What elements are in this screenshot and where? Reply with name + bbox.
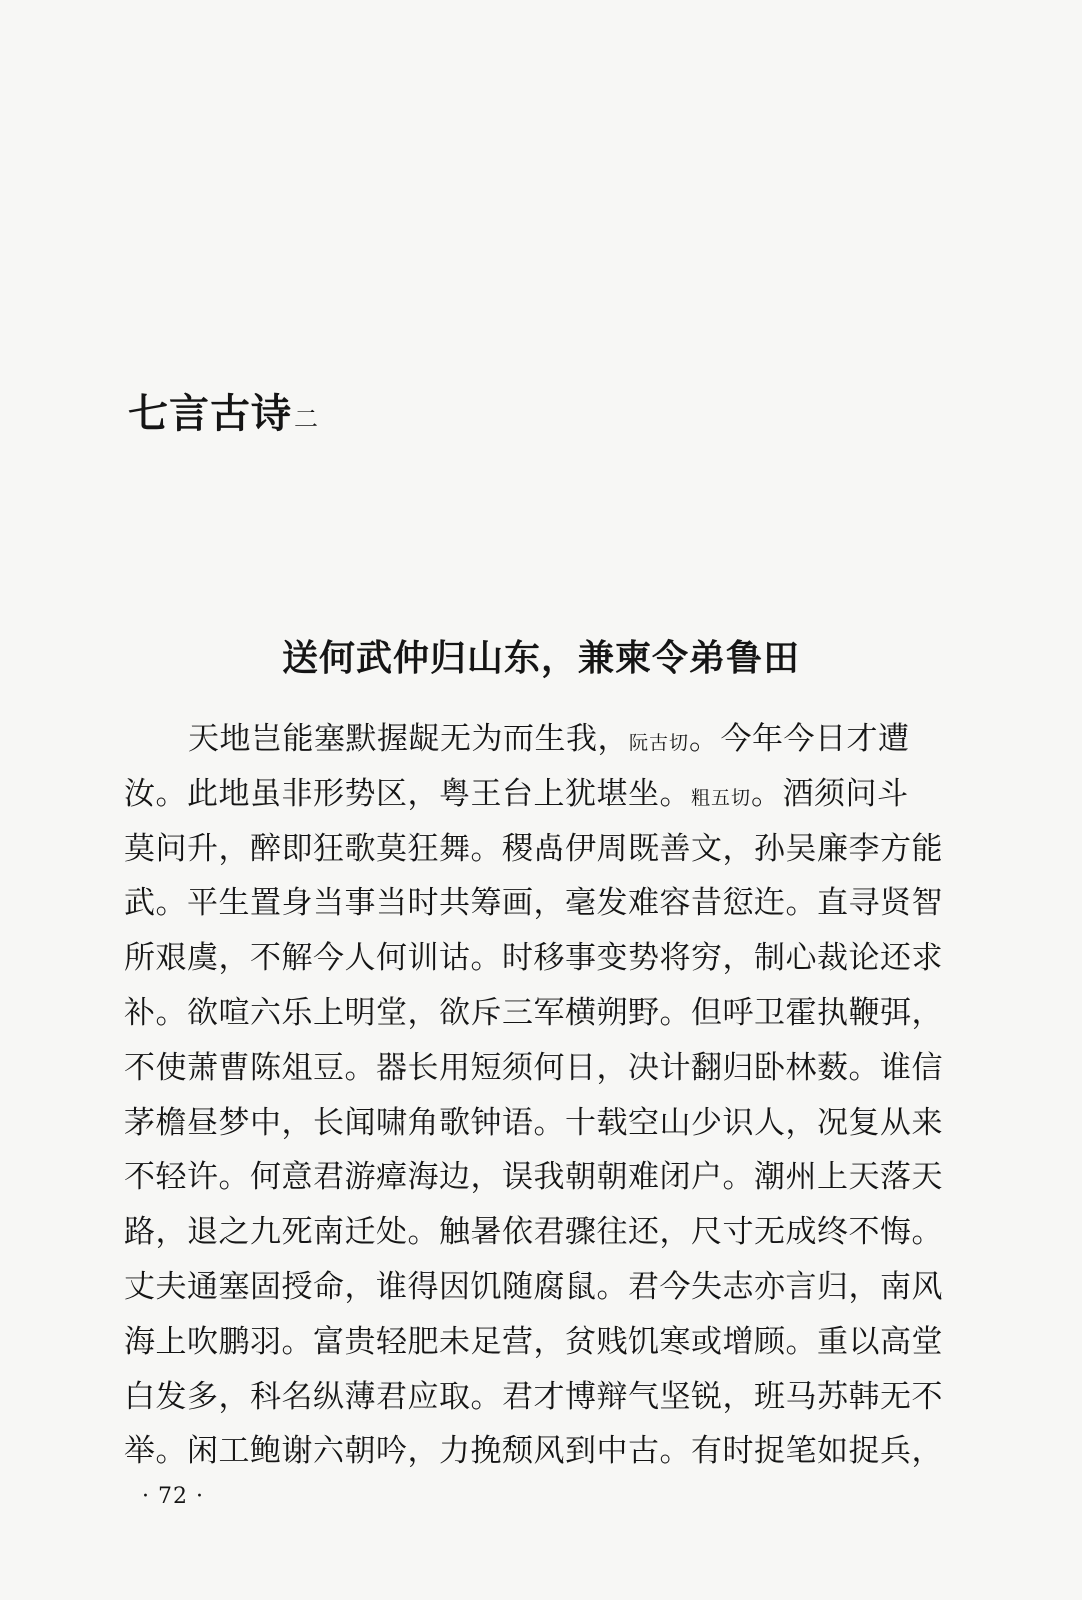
poem-text: 丈夫通塞固授命，谁得因饥随腐鼠。君今失志亦言归，南风 <box>124 1268 943 1305</box>
poem-body <box>124 712 954 1479</box>
poem-line <box>124 1370 954 1425</box>
poem-line <box>124 876 954 931</box>
poem-line <box>124 1041 954 1096</box>
poem-text: 茅檐昼梦中，长闻啸角歌钟语。十载空山少识人，况复从来 <box>124 1104 943 1141</box>
poem-line <box>124 1260 954 1315</box>
page-number: · 72 · <box>142 1484 204 1509</box>
poem-line <box>124 1150 954 1205</box>
poem-text: 莫问升，醉即狂歌莫狂舞。稷卨伊周既善文，孙吴廉李方能 <box>124 830 943 867</box>
section-title-text: 七言古诗 <box>128 390 292 437</box>
poem-text: 。今年今日才遭 <box>689 721 910 757</box>
poem-line <box>124 822 954 877</box>
poem-line <box>124 986 954 1041</box>
poem-line <box>124 931 954 986</box>
poem-line <box>124 712 954 767</box>
poem-line <box>124 1205 954 1260</box>
poem-text: 天地岂能塞默握龊无为而生我， <box>188 721 629 757</box>
poem-text: 不轻许。何意君游瘴海边，误我朝朝难闭户。潮州上天落天 <box>124 1159 943 1196</box>
poem-line <box>124 1315 954 1370</box>
poem-text: 不使萧曹陈俎豆。器长用短须何日，决计翻归卧林薮。谁信 <box>124 1049 943 1086</box>
poem-title: 送何武仲归山东，兼柬令弟鲁田 <box>281 637 800 679</box>
poem-line <box>124 1424 954 1479</box>
section-title <box>128 382 319 439</box>
poem-text: 武。平生置身当事当时共筹画，毫发难容昔愆迕。直寻贤智 <box>124 885 943 922</box>
phonetic-note: 阮古切 <box>629 732 690 754</box>
poem-line <box>124 767 954 822</box>
poem-text: 所艰虞，不解今人何训诂。时移事变势将穷，制心裁论还求 <box>124 940 943 977</box>
section-title-number: 二 <box>294 405 319 433</box>
poem-text: 海上吹鹏羽。富贵轻肥未足营，贫贱饥寒或增顾。重以高堂 <box>124 1323 943 1360</box>
poem-text: 汝。此地虽非形势区，粤王台上犹堪坐。 <box>124 775 691 812</box>
poem-text: 举。闲工鲍谢六朝吟，力挽颓风到中古。有时捉笔如捉兵， <box>124 1433 943 1470</box>
poem-text: 补。欲喧六乐上明堂，欲斥三军横朔野。但呼卫霍执鞭弭， <box>124 994 943 1031</box>
phonetic-note: 粗五切 <box>691 786 752 809</box>
poem-line <box>124 1096 954 1151</box>
poem-text: 。酒须问斗 <box>751 775 909 812</box>
poem-text: 白发多，科名纵薄君应取。君才博辩气坚锐，班马苏韩无不 <box>124 1378 943 1415</box>
poem-text: 路，退之九死南迁处。触暑依君骤往还，尺寸无成终不悔。 <box>124 1214 943 1251</box>
